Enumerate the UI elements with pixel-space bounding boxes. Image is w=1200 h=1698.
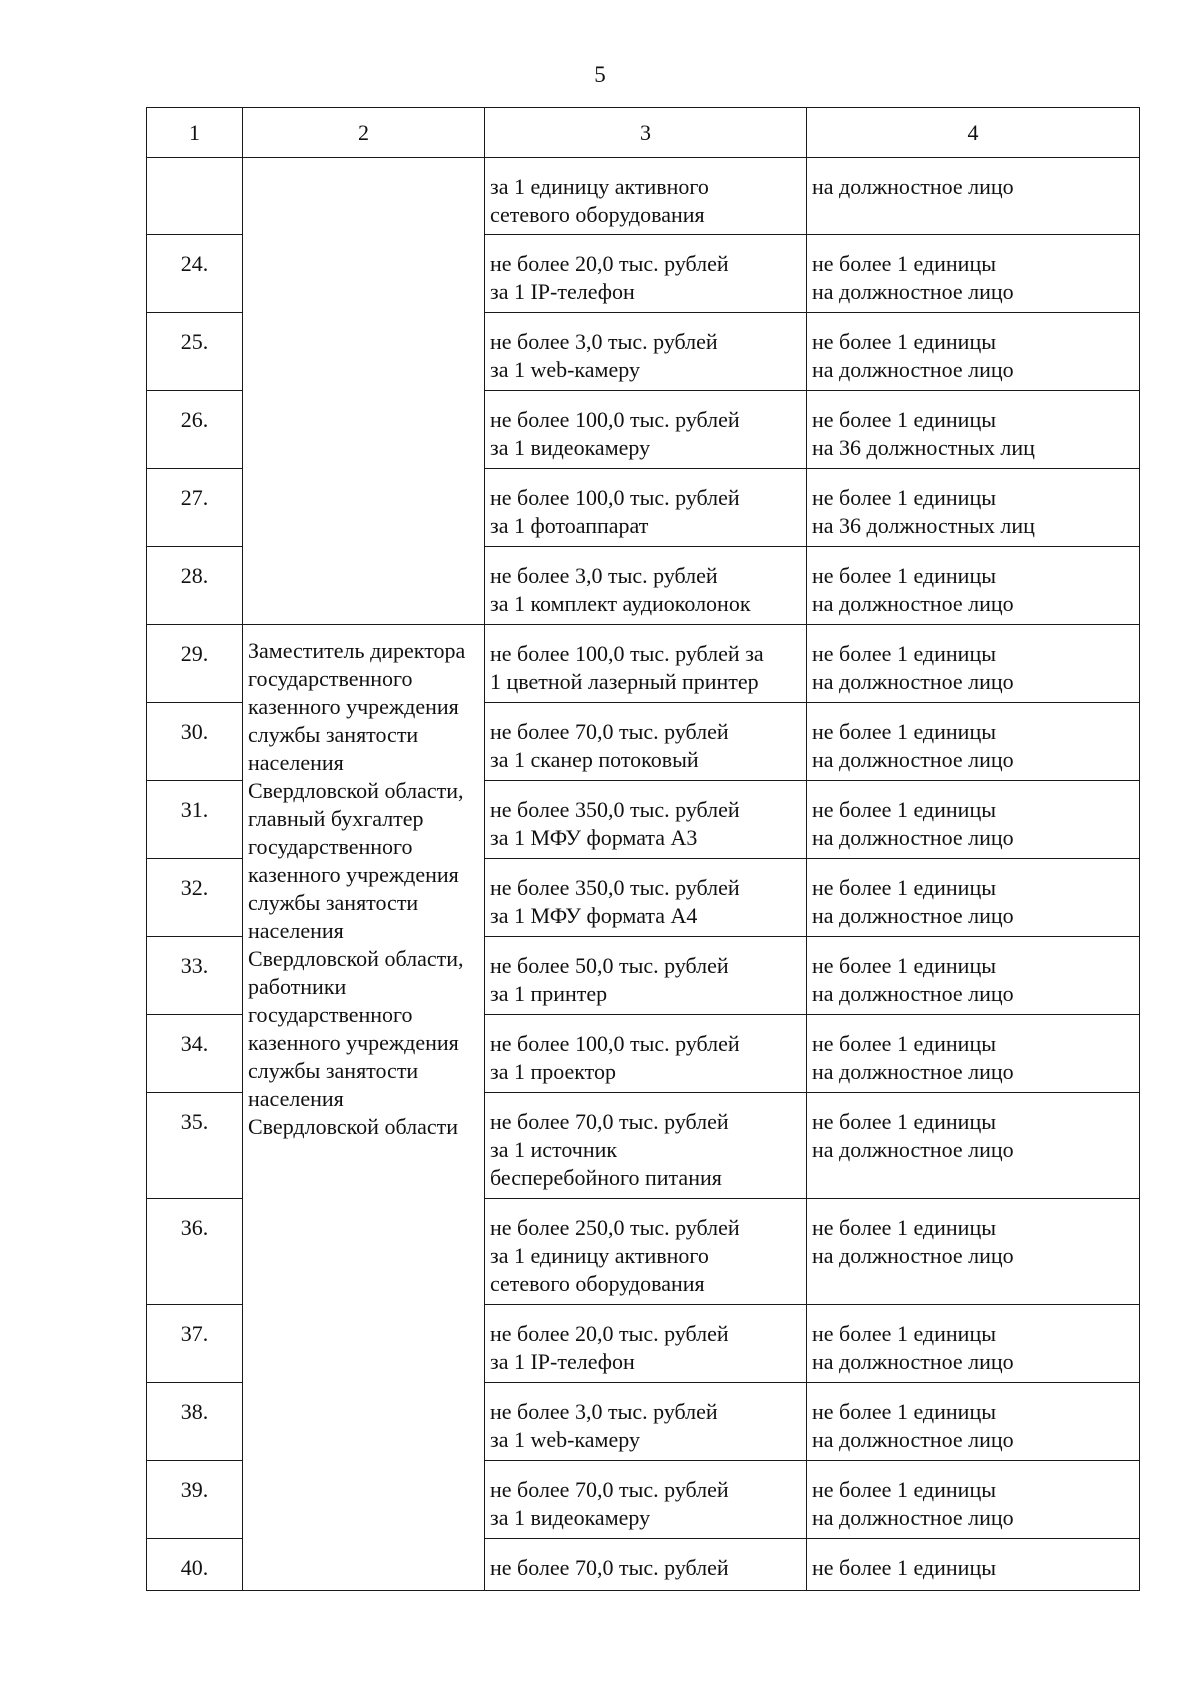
quantity-norm-cell	[807, 781, 1140, 859]
quantity-norm-line: не более 1 единицы	[812, 251, 996, 276]
quantity-norm-cell	[807, 703, 1140, 781]
quantity-norm-line: на должностное лицо	[812, 591, 1014, 616]
price-norm-line: 1 цветной лазерный принтер	[490, 669, 759, 694]
row-number: 30.	[147, 703, 243, 781]
price-norm-cell	[485, 1199, 807, 1305]
price-norm-line: не более 3,0 тыс. рублей	[490, 1399, 718, 1424]
row-number: 32.	[147, 859, 243, 937]
row-number: 24.	[147, 235, 243, 313]
price-norm-line: за 1 комплект аудиоколонок	[490, 591, 751, 616]
price-norm-line: не более 100,0 тыс. рублей	[490, 407, 740, 432]
position-cell: Заместитель директора государственного казенного учреждения службы занятости населения Свердловской области, главный бухгалтер государственного казенного учреждения службы занятости населения Свердловской области, работники государственного казенного учреждения службы занятости населения Свердловской области	[243, 625, 485, 1591]
price-norm-line: за 1 источник	[490, 1137, 618, 1162]
header-cell-2: 2	[243, 108, 485, 158]
norms-table	[146, 107, 1140, 1591]
header-cell-1: 1	[147, 108, 243, 158]
quantity-norm-line: на должностное лицо	[812, 1427, 1014, 1452]
price-norm-line: за 1 сканер потоковый	[490, 747, 699, 772]
price-norm-cell	[485, 235, 807, 313]
quantity-norm-line: на должностное лицо	[812, 1505, 1014, 1530]
price-norm-cell	[485, 859, 807, 937]
price-norm-line: за 1 IP-телефон	[490, 279, 635, 304]
price-norm-cell	[485, 1539, 807, 1591]
price-norm-cell	[485, 1461, 807, 1539]
quantity-norm-cell	[807, 937, 1140, 1015]
price-norm-line: за 1 единицу активного	[490, 1243, 709, 1268]
quantity-norm-line: на должностное лицо	[812, 669, 1014, 694]
price-norm-cell	[485, 781, 807, 859]
header-cell-3: 3	[485, 108, 807, 158]
row-number: 29.	[147, 625, 243, 703]
table-row	[147, 625, 1140, 703]
price-norm-line: за 1 единицу активного	[490, 174, 709, 199]
price-norm-line: за 1 web-камеру	[490, 1427, 640, 1452]
price-norm-cell	[485, 625, 807, 703]
quantity-norm-line: не более 1 единицы	[812, 329, 996, 354]
price-norm-line: не более 100,0 тыс. рублей за	[490, 641, 764, 666]
quantity-norm-cell	[807, 547, 1140, 625]
price-norm-line: не более 3,0 тыс. рублей	[490, 563, 718, 588]
quantity-norm-line: не более 1 единицы	[812, 1477, 996, 1502]
quantity-norm-cell	[807, 1199, 1140, 1305]
row-number: 39.	[147, 1461, 243, 1539]
row-number: 31.	[147, 781, 243, 859]
price-norm-line: за 1 МФУ формата А4	[490, 903, 698, 928]
row-number: 40.	[147, 1539, 243, 1591]
position-cell-empty	[243, 158, 485, 625]
price-norm-line: не более 350,0 тыс. рублей	[490, 797, 740, 822]
price-norm-line: сетевого оборудования	[490, 1271, 705, 1296]
price-norm-line: бесперебойного питания	[490, 1165, 722, 1190]
header-cell-4: 4	[807, 108, 1140, 158]
row-number: 38.	[147, 1383, 243, 1461]
quantity-norm-line: на должностное лицо	[812, 357, 1014, 382]
row-number	[147, 158, 243, 235]
price-norm-line: за 1 МФУ формата А3	[490, 825, 698, 850]
price-norm-line: не более 70,0 тыс. рублей	[490, 1477, 729, 1502]
price-norm-cell	[485, 1093, 807, 1199]
price-norm-cell	[485, 391, 807, 469]
quantity-norm-line: не более 1 единицы	[812, 953, 996, 978]
quantity-norm-cell	[807, 391, 1140, 469]
quantity-norm-line: не более 1 единицы	[812, 1215, 996, 1240]
quantity-norm-line: на должностное лицо	[812, 981, 1014, 1006]
quantity-norm-line: на должностное лицо	[812, 279, 1014, 304]
price-norm-cell	[485, 158, 807, 235]
price-norm-line: за 1 фотоаппарат	[490, 513, 649, 538]
price-norm-cell	[485, 1015, 807, 1093]
row-number: 33.	[147, 937, 243, 1015]
quantity-norm-line: на должностное лицо	[812, 1059, 1014, 1084]
quantity-norm-line: не более 1 единицы	[812, 563, 996, 588]
price-norm-line: не более 70,0 тыс. рублей	[490, 1555, 729, 1580]
quantity-norm-cell	[807, 158, 1140, 235]
quantity-norm-cell	[807, 469, 1140, 547]
price-norm-line: за 1 принтер	[490, 981, 608, 1006]
quantity-norm-line: не более 1 единицы	[812, 1321, 996, 1346]
price-norm-cell	[485, 1383, 807, 1461]
quantity-norm-cell	[807, 313, 1140, 391]
quantity-norm-line: на 36 должностных лиц	[812, 513, 1035, 538]
row-number: 27.	[147, 469, 243, 547]
quantity-norm-cell	[807, 1093, 1140, 1199]
quantity-norm-line: на должностное лицо	[812, 1349, 1014, 1374]
quantity-norm-line: не более 1 единицы	[812, 1109, 996, 1134]
quantity-norm-line: не более 1 единицы	[812, 797, 996, 822]
price-norm-line: не более 70,0 тыс. рублей	[490, 719, 729, 744]
price-norm-line: за 1 видеокамеру	[490, 435, 651, 460]
row-number: 34.	[147, 1015, 243, 1093]
price-norm-line: за 1 IP-телефон	[490, 1349, 635, 1374]
price-norm-line: за 1 проектор	[490, 1059, 616, 1084]
row-number: 28.	[147, 547, 243, 625]
quantity-norm-cell	[807, 1539, 1140, 1591]
price-norm-cell	[485, 1305, 807, 1383]
quantity-norm-cell	[807, 1383, 1140, 1461]
price-norm-line: не более 100,0 тыс. рублей	[490, 1031, 740, 1056]
price-norm-line: не более 100,0 тыс. рублей	[490, 485, 740, 510]
norms-table-body	[147, 108, 1140, 1591]
price-norm-line: за 1 видеокамеру	[490, 1505, 651, 1530]
quantity-norm-line: на должностное лицо	[812, 747, 1014, 772]
quantity-norm-line: не более 1 единицы	[812, 1555, 996, 1580]
table-row	[147, 158, 1140, 235]
quantity-norm-line: на должностное лицо	[812, 1137, 1014, 1162]
price-norm-line: не более 350,0 тыс. рублей	[490, 875, 740, 900]
row-number: 26.	[147, 391, 243, 469]
price-norm-line: не более 50,0 тыс. рублей	[490, 953, 729, 978]
quantity-norm-line: не более 1 единицы	[812, 485, 996, 510]
quantity-norm-line: не более 1 единицы	[812, 1399, 996, 1424]
page-number: 5	[594, 62, 606, 87]
row-number: 35.	[147, 1093, 243, 1199]
price-norm-line: не более 70,0 тыс. рублей	[490, 1109, 729, 1134]
quantity-norm-cell	[807, 1305, 1140, 1383]
price-norm-line: не более 3,0 тыс. рублей	[490, 329, 718, 354]
quantity-norm-line: на должностное лицо	[812, 825, 1014, 850]
price-norm-line: не более 20,0 тыс. рублей	[490, 251, 729, 276]
price-norm-cell	[485, 469, 807, 547]
quantity-norm-line: на должностное лицо	[812, 174, 1014, 199]
price-norm-line: сетевого оборудования	[490, 202, 705, 227]
price-norm-cell	[485, 313, 807, 391]
quantity-norm-cell	[807, 1461, 1140, 1539]
row-number: 25.	[147, 313, 243, 391]
quantity-norm-cell	[807, 859, 1140, 937]
quantity-norm-line: на должностное лицо	[812, 903, 1014, 928]
price-norm-line: не более 250,0 тыс. рублей	[490, 1215, 740, 1240]
quantity-norm-line: не более 1 единицы	[812, 407, 996, 432]
row-number: 37.	[147, 1305, 243, 1383]
price-norm-cell	[485, 703, 807, 781]
quantity-norm-line: не более 1 единицы	[812, 875, 996, 900]
table-header-row	[147, 108, 1140, 158]
quantity-norm-line: на 36 должностных лиц	[812, 435, 1035, 460]
quantity-norm-line: не более 1 единицы	[812, 641, 996, 666]
price-norm-cell	[485, 547, 807, 625]
row-number: 36.	[147, 1199, 243, 1305]
quantity-norm-cell	[807, 1015, 1140, 1093]
quantity-norm-line: не более 1 единицы	[812, 1031, 996, 1056]
price-norm-line: не более 20,0 тыс. рублей	[490, 1321, 729, 1346]
quantity-norm-line: на должностное лицо	[812, 1243, 1014, 1268]
quantity-norm-cell	[807, 235, 1140, 313]
quantity-norm-line: не более 1 единицы	[812, 719, 996, 744]
price-norm-cell	[485, 937, 807, 1015]
price-norm-line: за 1 web-камеру	[490, 357, 640, 382]
quantity-norm-cell	[807, 625, 1140, 703]
